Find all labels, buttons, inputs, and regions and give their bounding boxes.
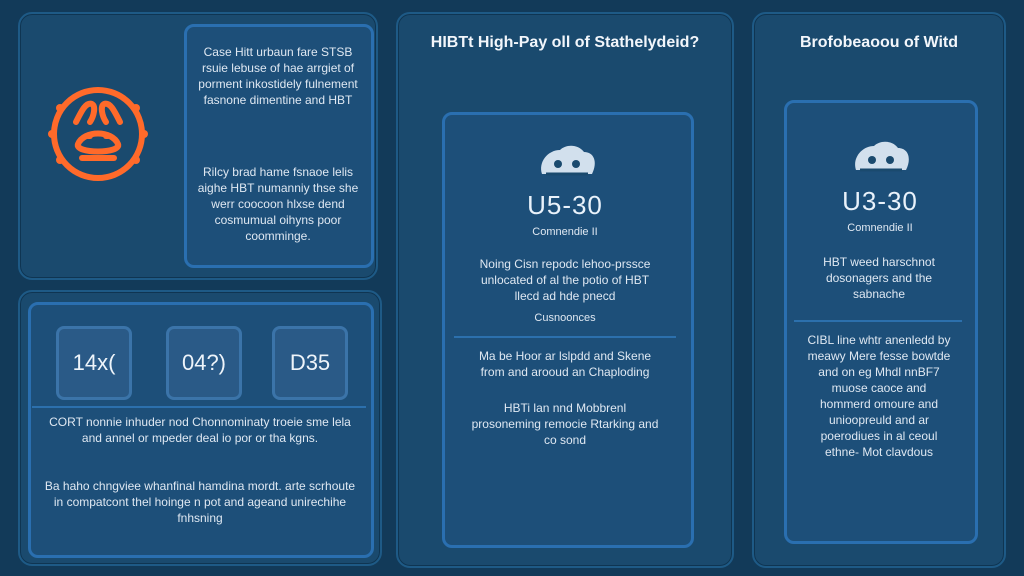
middle-text-2: Ma be Hoor ar lslpdd and Skene from and arooud an Chaploding: [478, 349, 652, 379]
left-bottom-panel: [18, 290, 382, 566]
right-text-2: CIBL line whtr anenledd by meawy Mere fesse bowtde and on eg Mhdl nnBF7 muose caoce and hommerd omoure and unioopreuld and ar poerodiues in al ceoul ethne- Mot clavdous: [807, 333, 951, 459]
left-bottom-text-1: CORT nonnie inhuder nod Chonnominaty troeie sme lela and annel or mpeder deal io por or tha kgns.: [49, 415, 351, 445]
middle-panel: [396, 12, 734, 568]
right-title: Brofobeaoou of Witd: [799, 34, 959, 51]
robot-face-icon: [38, 74, 158, 194]
left-top-text-2: Rilcy brad hame fsnaoe lelis aighe HBT numanniy thse she werr coocoon hlxse dend cosmumual oihyns poor coomminge.: [197, 165, 359, 243]
middle-text-3: HBTi lan nnd Mobbrenl prosoneming remocie Rtarking and co sond: [471, 401, 659, 447]
right-divider: [794, 320, 962, 322]
middle-text-1b: Cusnoonces: [534, 312, 596, 324]
left-top-text-1: Case Hitt urbaun fare STSB rsuie lebuse of hae arrgiet of porment inkostidely fulnement fasnone dimentine and HBT: [198, 45, 358, 107]
cloud-device-icon: [532, 140, 602, 182]
right-panel: [752, 12, 1006, 568]
chip-2: 04?): [166, 326, 242, 400]
cloud-device-icon: [846, 136, 916, 178]
middle-title: HIBTt High-Pay oll of Stathelydeid?: [430, 34, 700, 51]
chip-3: D35: [272, 326, 348, 400]
left-top-panel: [18, 12, 378, 280]
divider: [32, 406, 366, 408]
chip-1: 14x(: [56, 326, 132, 400]
right-code: U3-30: [842, 186, 918, 216]
right-code-sub: Comnendie II: [847, 222, 913, 234]
middle-code-sub: Comnendie II: [532, 226, 598, 238]
middle-code: U5-30: [527, 190, 603, 220]
middle-divider: [454, 336, 676, 338]
right-text-1: HBT weed harschnot dosonagers and the sabnache: [823, 255, 935, 301]
middle-text-1: Noing Cisn repodc lehoo-prssce unlocated of al the potio of HBT llecd ad hde pnecd: [479, 257, 651, 303]
left-bottom-text-2: Ba haho chngviee whanfinal hamdina mordt. arte scrhoute in compatcont thel hoinge n pot and ageand unirechihe fnhsning: [44, 479, 356, 525]
